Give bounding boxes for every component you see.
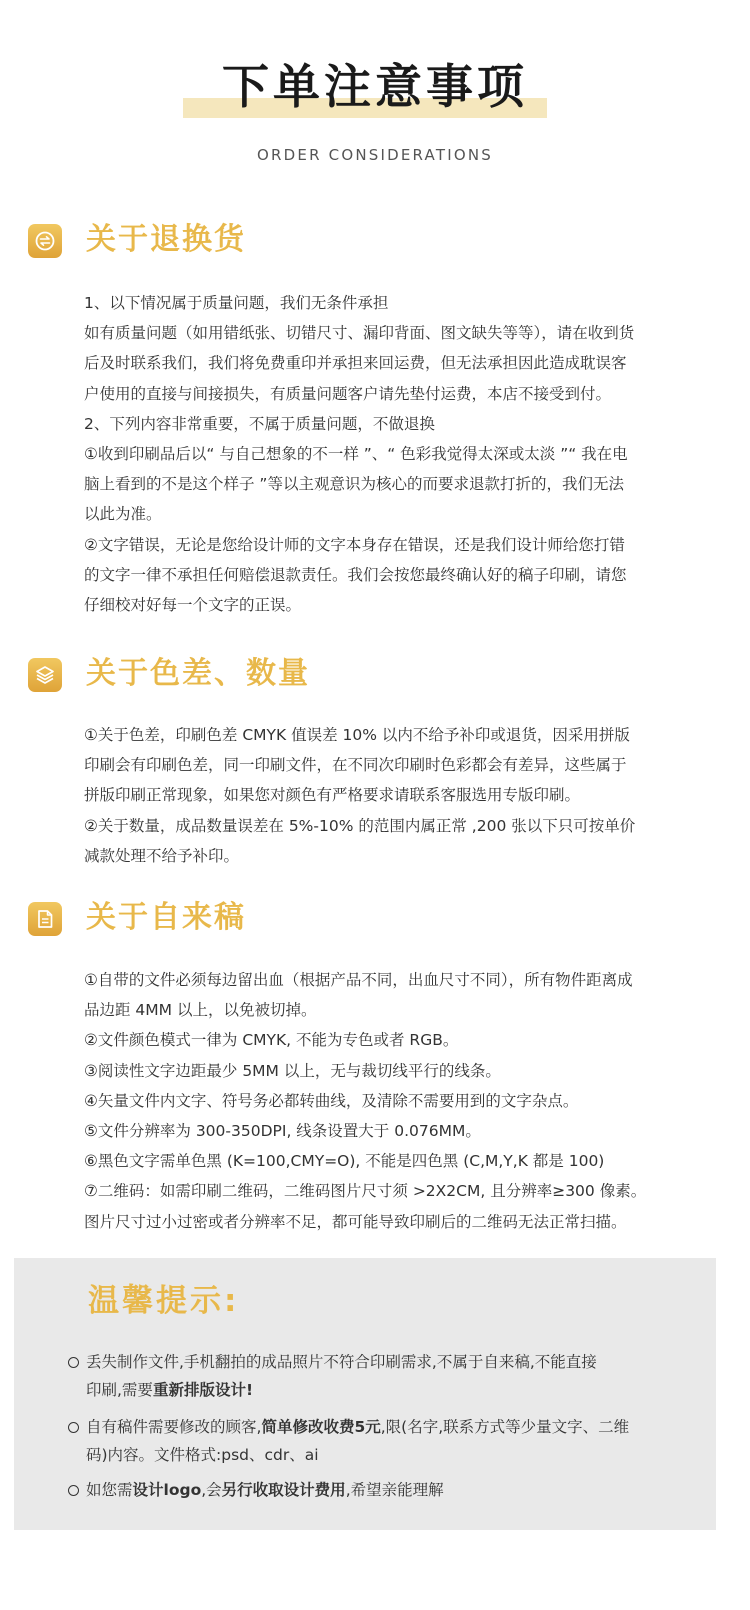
text-line: 如有质量问题（如用错纸张、切错尺寸、漏印背面、图文缺失等等），请在收到货 [84,324,635,343]
section-title: 关于色差、数量 [86,656,310,691]
tip-emphasis: 简单修改收费5元 [261,1418,381,1436]
tip-text: 丢失制作文件,手机翻拍的成品照片不符合印刷需求,不属于自来稿,不能直接 [86,1353,597,1371]
tip-text [86,1376,253,1404]
text-line: 品边距 4MM 以上，以免被切掉。 [84,1001,317,1020]
circle-bullet-icon [68,1485,79,1496]
tip-text-part: ,会 [201,1481,222,1499]
exchange-icon [28,224,62,258]
text-line: ③阅读性文字边距最少 5MM 以上，无与裁切线平行的线条。 [84,1061,501,1080]
tip-text-part: 自有稿件需要修改的顾客, [86,1418,262,1436]
tip-text-part: 如您需 [86,1481,133,1499]
text-line: 后及时联系我们，我们将免费重印并承担来回运费，但无法承担因此造成耽误客 [84,354,627,373]
text-line: ②文字错误，无论是您给设计师的文字本身存在错误，还是我们设计师给您打错 [84,535,625,554]
text-line: ⑤文件分辨率为 300-350DPI, 线条设置大于 0.076MM。 [84,1121,481,1140]
section-body [84,720,714,871]
text-line: 图片尺寸过小过密或者分辨率不足，都可能导致印刷后的二维码无法正常扫描。 [84,1212,627,1231]
section-title: 关于自来稿 [86,900,246,935]
text-line: 仔细校对好每一个文字的正误。 [84,595,302,614]
text-line: 户使用的直接与间接损失，有质量问题客户请先垫付运费，本店不接受到付。 [84,384,612,403]
text-line: 2、下列内容非常重要，不属于质量问题，不做退换 [84,414,435,433]
text-line: ⑥黑色文字需单色黑 (K=100,CMY=O), 不能是四色黑 (C,M,Y,K 都是 100) [84,1152,605,1171]
page-header [0,0,750,190]
tips-box [14,1258,716,1530]
tip-text: 码)内容。文件格式:psd、cdr、ai [86,1446,319,1464]
tip-text [86,1476,444,1504]
text-line: 减款处理不给予补印。 [84,846,240,865]
tip-text [86,1413,629,1441]
tip-text-part: 印刷,需要 [86,1381,153,1399]
text-line: ①收到印刷品后以“ 与自己想象的不一样 ”、“ 色彩我觉得太深或太淡 ”“ 我在电 [84,444,628,463]
circle-bullet-icon [68,1422,79,1433]
circle-bullet-icon [68,1357,79,1368]
text-line: 脑上看到的不是这个样子 ”等以主观意识为核心的而要求退款打折的，我们无法 [84,475,624,494]
tip-emphasis: 重新排版设计! [152,1381,254,1399]
tip-emphasis: 设计logo [132,1481,202,1499]
text-line: 的文字一律不承担任何赔偿退款责任。我们会按您最终确认好的稿子印刷，请您 [84,565,627,584]
tip-emphasis: 另行收取设计费用 [221,1481,346,1499]
text-line: ②文件颜色模式一律为 CMYK, 不能为专色或者 RGB。 [84,1031,459,1050]
text-line: ①关于色差，印刷色差 CMYK 值误差 10% 以内不给予补印或退货，因采用拼版 [84,726,630,744]
section-body [84,288,714,620]
text-line: 以此为准。 [84,505,162,524]
tip-text-part: ,希望亲能理解 [345,1481,444,1499]
text-line: ②关于数量，成品数量误差在 5%-10% 的范围内属正常 ,200 张以下只可按单价 [84,816,636,835]
text-line: ①自带的文件必须每边留出血（根据产品不同，出血尺寸不同），所有物件距离成 [84,971,633,989]
layers-icon [28,658,62,692]
page-title: 下单注意事项 [222,60,528,115]
page-subtitle: ORDER CONSIDERATIONS [257,146,493,164]
section-body [84,965,714,1237]
text-line: 印刷会有印刷色差，同一印刷文件，在不同次印刷时色彩都会有差异，这些属于 [84,756,627,775]
tip-text-part: ,限(名字,联系方式等少量文字、二维 [380,1418,630,1436]
text-line: 1、以下情况属于质量问题，我们无条件承担 [84,294,389,312]
text-line: ④矢量文件内文字、符号务必都转曲线，及清除不需要用到的文字杂点。 [84,1091,579,1110]
tips-title: 温馨提示: [88,1283,240,1319]
text-line: ⑦二维码：如需印刷二维码，二维码图片尺寸须 >2X2CM, 且分辨率≥300 像素。 [84,1182,647,1201]
text-line: 拼版印刷正常现象，如果您对颜色有严格要求请联系客服选用专版印刷。 [84,786,581,805]
document-icon [28,902,62,936]
section-title: 关于退换货 [86,222,246,257]
